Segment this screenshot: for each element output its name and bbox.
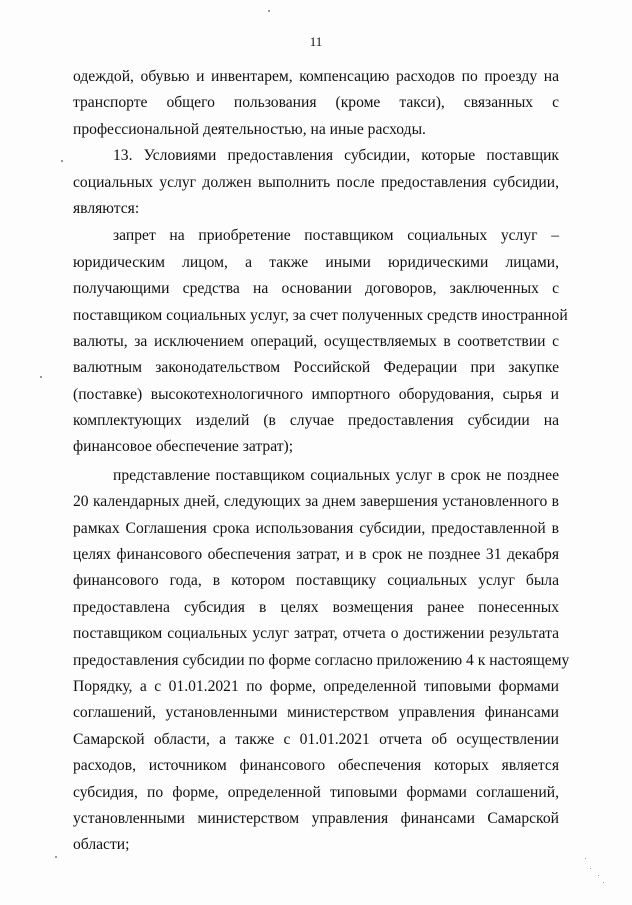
text-line: 20 календарных дней, следующих за днем завершения установленного в (73, 493, 559, 511)
scan-speck (40, 376, 42, 378)
text-line: области; (73, 836, 130, 854)
text-line: предоставлена субсидия в целях возмещения ранее понесенных (73, 598, 559, 616)
scan-speck (603, 882, 604, 883)
text-line: представление поставщиком социальных услуг в срок не позднее (113, 466, 559, 484)
scan-speck (268, 10, 270, 12)
text-line: Порядку, а с 01.01.2021 по форме, определенной типовыми формами (73, 677, 559, 695)
text-line: поставщиком социальных услуг, за счет полученных средств иностранной (73, 306, 568, 324)
text-line: субсидия, по форме, определенной типовыми формами соглашений, (73, 783, 559, 801)
text-line: Самарской области, а также с 01.01.2021 отчета об осуществлении (73, 730, 559, 748)
page-number: 11 (309, 34, 323, 49)
scan-speck (61, 160, 63, 162)
text-line: профессиональной деятельностью, на иные расходы. (73, 120, 426, 138)
text-line: (поставке) высокотехнологичного импортного оборудования, сырья и (73, 385, 559, 403)
text-line: являются: (73, 199, 140, 217)
paragraph-expenses-continuation (73, 64, 559, 143)
document-body (73, 64, 570, 859)
text-line: запрет на приобретение поставщиком социальных услуг – (113, 227, 559, 245)
text-line: получающими средства на основании договоров, заключенных с (73, 280, 559, 298)
scan-speck (585, 858, 586, 859)
text-line: юридическим лицом, а также иными юридическими лицами, (73, 253, 559, 271)
text-line: соглашений, установленными министерством управления финансами (73, 704, 559, 722)
text-line: финансового года, в котором поставщику социальных услуг была (73, 572, 559, 590)
scan-speck (55, 856, 57, 858)
text-line: валютным законодательством Российской Федерации при закупке (73, 359, 559, 377)
paragraph-report-submission (73, 463, 570, 859)
text-line: поставщиком социальных услуг затрат, отчета о достижении результата (73, 625, 559, 643)
text-line: комплектующих изделий (в случае предоставления субсидии на (73, 412, 559, 430)
paragraph-prohibition (73, 223, 568, 461)
text-line: одеждой, обувью и инвентарем, компенсацию расходов по проезду на (73, 68, 559, 85)
scan-speck (598, 875, 599, 876)
text-line: целях финансового обеспечения затрат, и в срок не позднее 31 декабря (73, 546, 559, 564)
text-line: социальных услуг должен выполнить после предоставления субсидии, (73, 173, 559, 191)
text-line: 13. Условиями предоставления субсидии, которые поставщик (113, 147, 559, 165)
text-line: расходов, источником финансового обеспечения которых является (73, 757, 559, 775)
scan-speck (590, 868, 591, 869)
paragraph-item-13 (73, 143, 559, 222)
text-line: рамках Соглашения срока использования субсидии, предоставленной в (73, 519, 559, 537)
text-line: транспорте общего пользования (кроме такси), связанных с (73, 94, 559, 112)
text-line: установленными министерством управления финансами Самарской (73, 809, 559, 827)
text-line: финансовое обеспечение затрат); (73, 438, 294, 456)
text-line: валюты, за исключением операций, осуществляемых в соответствии с (73, 332, 559, 350)
text-line: предоставления субсидии по форме согласно приложению 4 к настоящему (73, 651, 570, 669)
